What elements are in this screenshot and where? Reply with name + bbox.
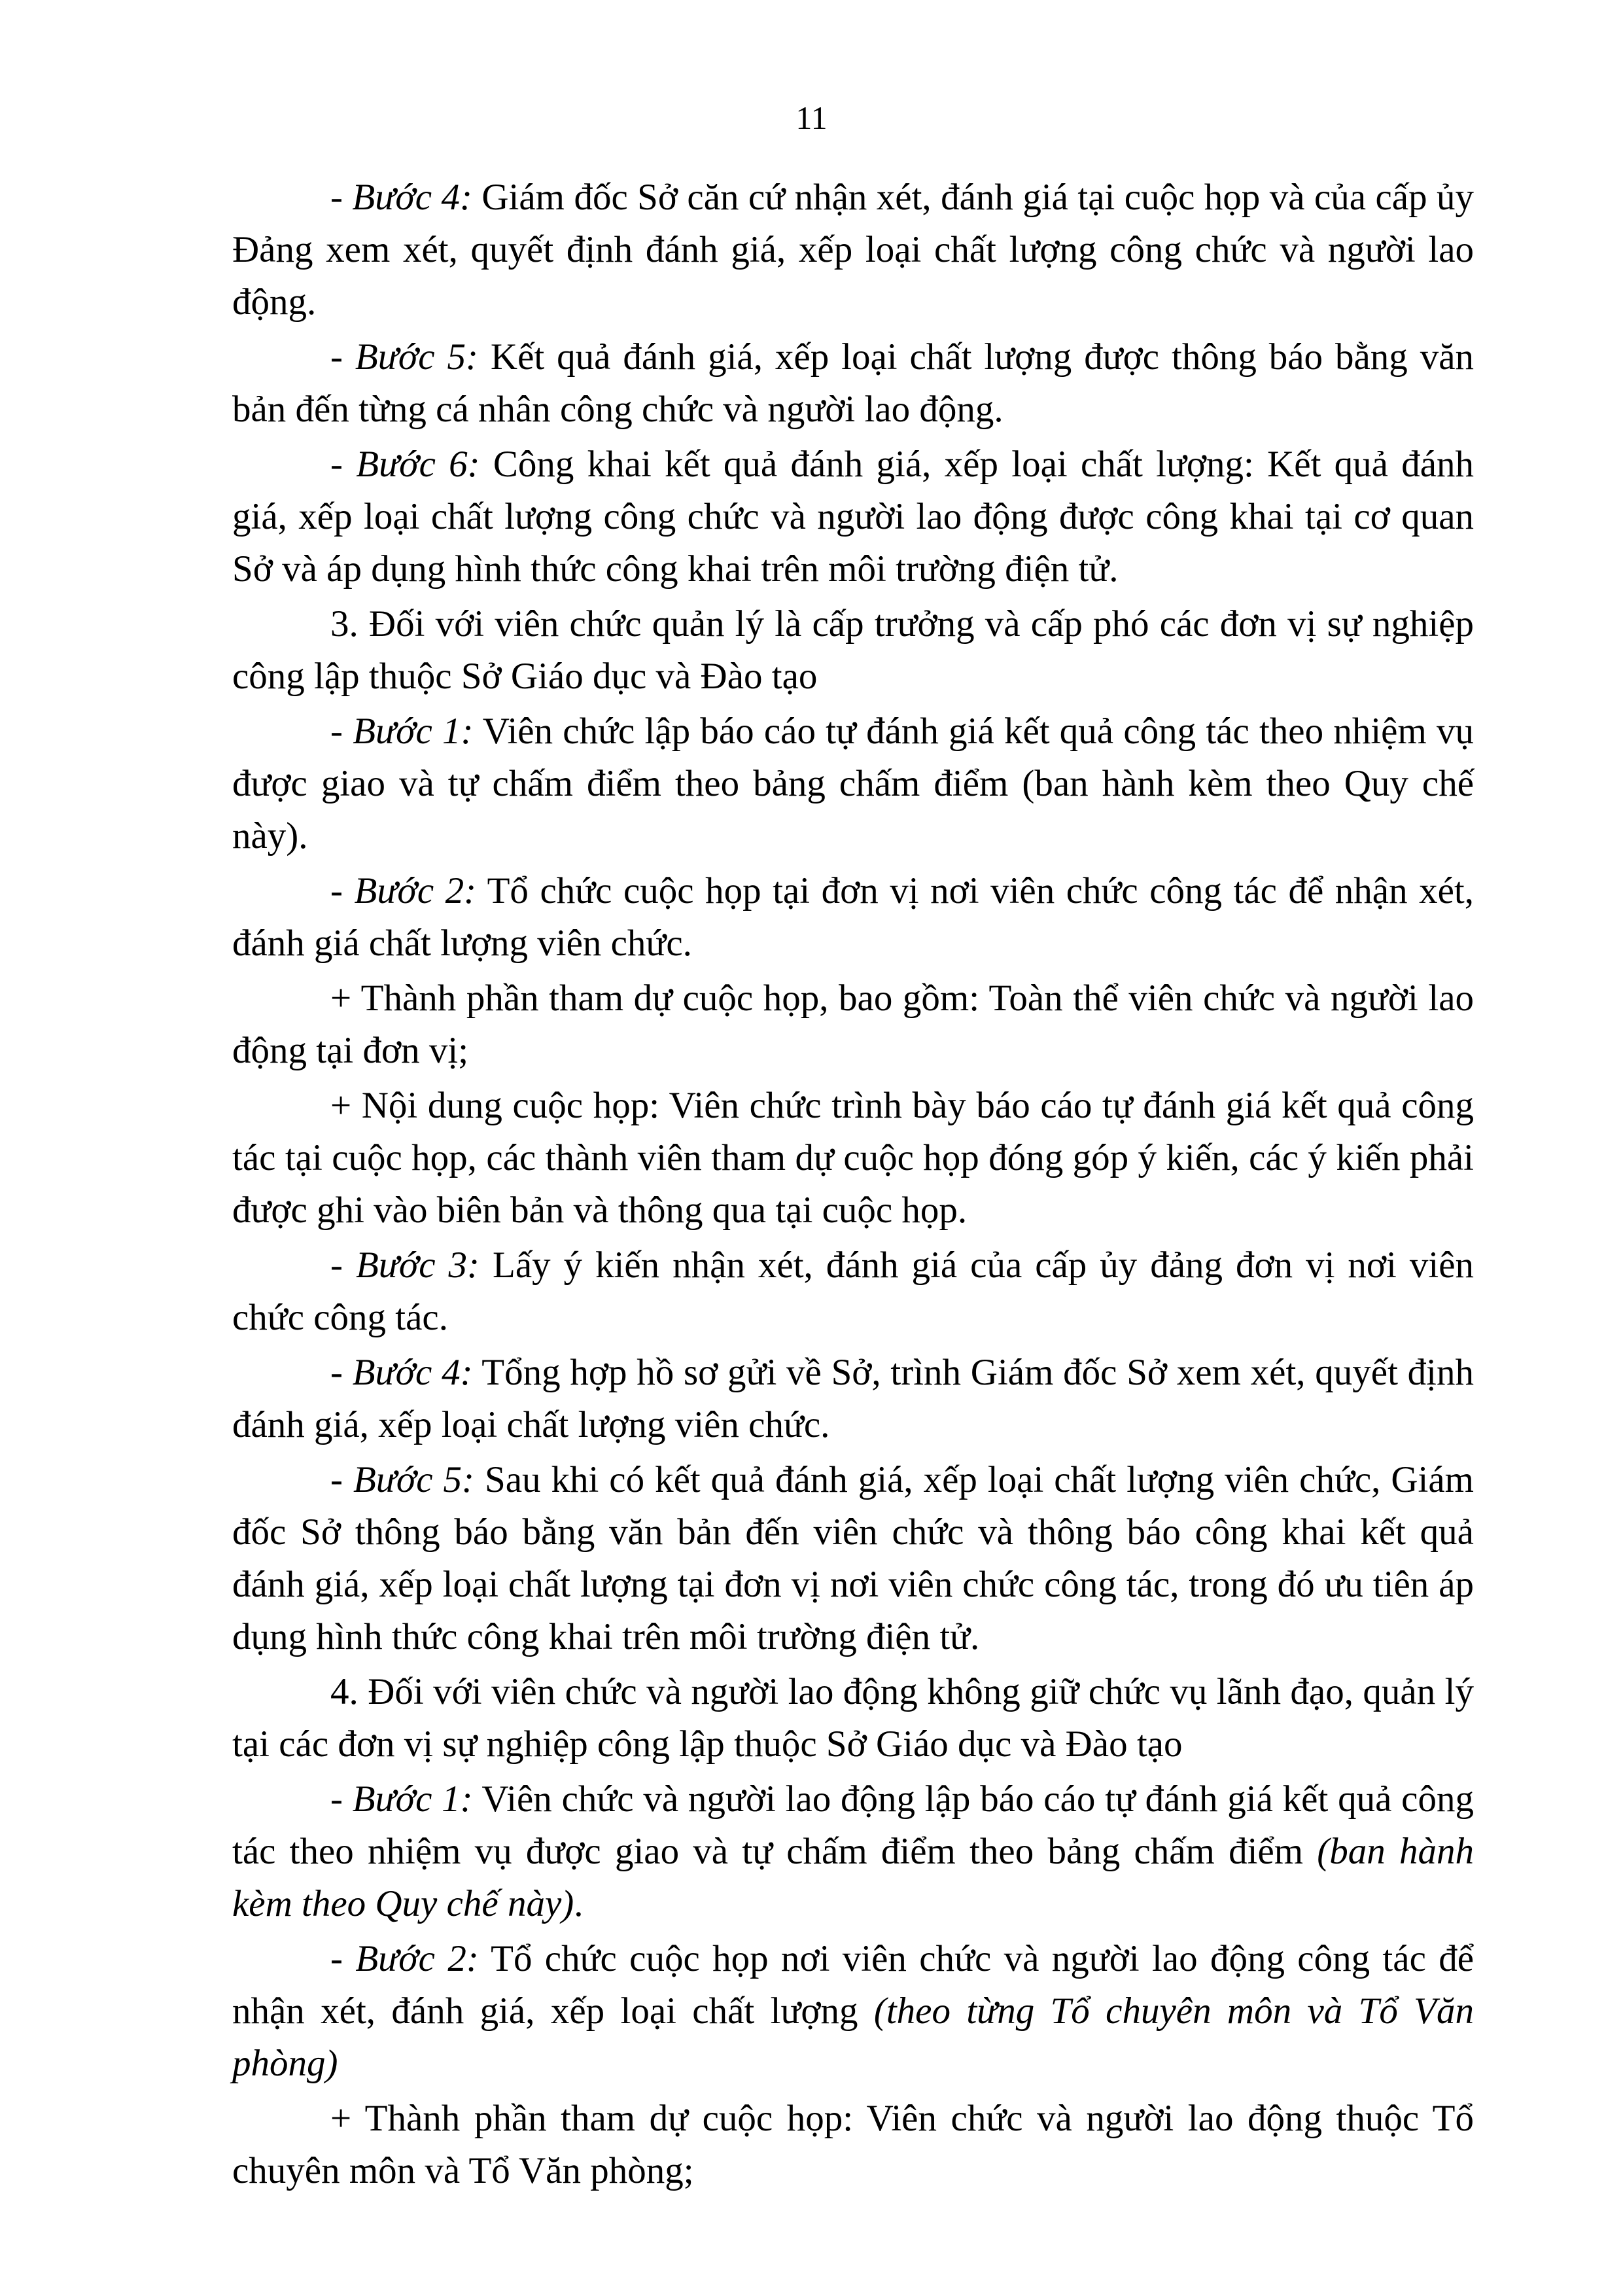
document-body [232, 171, 1474, 2200]
paragraph-prefix: - [330, 1459, 353, 1500]
italic-note: (ban hành kèm theo Quy chế này) [232, 1831, 1474, 1924]
paragraph-prefix: - [330, 177, 353, 218]
paragraph-text: Sau khi có kết quả đánh giá, xếp loại chất lượng viên chức, Giám đốc Sở thông báo bằng văn bản đến viên chức và thông báo công khai kết quả đánh giá, xếp loại chất lượng tại đơn vị nơi viên chức công tác, trong đó ưu tiên áp dụng hình thức công khai trên môi trường điện tử. [232, 1459, 1474, 1657]
paragraph-text: Tổ chức cuộc họp nơi viên chức và người lao động công tác để nhận xét, đánh giá, xếp loại chất lượng [232, 1938, 1475, 2032]
step-label: Bước 4: [352, 177, 472, 218]
paragraph-prefix: - [330, 336, 355, 378]
step-label: Bước 1: [352, 1778, 473, 1820]
paragraph-text: Tổ chức cuộc họp tại đơn vị nơi viên chức công tác để nhận xét, đánh giá chất lượng viên chức. [232, 870, 1475, 964]
step-label: Bước 2: [355, 1938, 479, 1979]
paragraph-step-2-staff [232, 1933, 1474, 2090]
paragraph-prefix: - [330, 1245, 356, 1286]
paragraph-suffix: . [574, 1883, 584, 1924]
paragraph-text: Viên chức và người lao động lập báo cáo tự đánh giá kết quả công tác theo nhiệm vụ được giao và tự chấm điểm theo bảng chấm điểm [232, 1778, 1474, 1872]
paragraph-text: Tổng hợp hồ sơ gửi về Sở, trình Giám đốc Sở xem xét, quyết định đánh giá, xếp loại chất lượng viên chức. [232, 1352, 1475, 1445]
paragraph-prefix: - [330, 870, 355, 911]
paragraph-prefix: - [330, 1352, 353, 1393]
step-label: Bước 4: [352, 1352, 473, 1393]
paragraph-text: Lấy ý kiến nhận xét, đánh giá của cấp ủy đảng đơn vị nơi viên chức công tác. [232, 1245, 1474, 1338]
section-3-heading [232, 598, 1474, 703]
paragraph-step-4-civil-servants [232, 171, 1474, 328]
paragraph-step-4-managers [232, 1347, 1474, 1451]
paragraph-text: + Nội dung cuộc họp: Viên chức trình bày báo cáo tự đánh giá kết quả công tác tại cuộc họp, các thành viên tham dự cuộc họp đóng góp ý kiến, các ý kiến phải được ghi vào biên bản và thông qua tại cuộc họp. [232, 1085, 1474, 1231]
paragraph-text: Kết quả đánh giá, xếp loại chất lượng được thông báo bằng văn bản đến từng cá nhân công chức và người lao động. [232, 336, 1475, 430]
step-label: Bước 3: [355, 1245, 480, 1286]
paragraph-step-6-civil-servants [232, 438, 1474, 595]
paragraph-step-1-managers [232, 705, 1474, 862]
paragraph-prefix: - [330, 444, 357, 485]
paragraph-text: + Thành phần tham dự cuộc họp, bao gồm: Toàn thể viên chức và người lao động tại đơn vị; [232, 978, 1474, 1071]
paragraph-step-3-managers [232, 1239, 1474, 1344]
paragraph-step-1-staff [232, 1773, 1474, 1930]
section-4-heading [232, 1666, 1474, 1771]
paragraph-prefix: - [330, 1778, 353, 1820]
step-label: Bước 5: [355, 336, 478, 378]
step-label: Bước 6: [356, 444, 480, 485]
paragraph-text: Viên chức lập báo cáo tự đánh giá kết quả công tác theo nhiệm vụ được giao và tự chấm điểm theo bảng chấm điểm (ban hành kèm theo Quy chế này). [232, 711, 1475, 857]
step-label: Bước 5: [353, 1459, 475, 1500]
paragraph-meeting-content [232, 1080, 1474, 1237]
step-label: Bước 1: [353, 711, 474, 752]
paragraph-text: Công khai kết quả đánh giá, xếp loại chất lượng: Kết quả đánh giá, xếp loại chất lượng công chức và người lao động được công khai tại cơ quan Sở và áp dụng hình thức công khai trên môi trường điện tử. [232, 444, 1475, 590]
paragraph-text: 4. Đối với viên chức và người lao động không giữ chức vụ lãnh đạo, quản lý tại các đơn vị sự nghiệp công lập thuộc Sở Giáo dục và Đào tạo [232, 1671, 1474, 1765]
paragraph-text: Giám đốc Sở căn cứ nhận xét, đánh giá tại cuộc họp và của cấp ủy Đảng xem xét, quyết định đánh giá, xếp loại chất lượng công chức và người lao động. [232, 177, 1475, 323]
paragraph-step-5-civil-servants [232, 331, 1474, 436]
page-number: 11 [795, 99, 828, 136]
paragraph-meeting-participants [232, 972, 1474, 1077]
paragraph-prefix: - [330, 1938, 356, 1979]
italic-note: (theo từng Tổ chuyên môn và Tổ Văn phòng) [232, 1990, 1474, 2084]
step-label: Bước 2: [354, 870, 477, 911]
paragraph-staff-meeting-participants [232, 2093, 1474, 2197]
paragraph-step-2-managers [232, 865, 1474, 970]
paragraph-step-5-managers [232, 1454, 1474, 1663]
paragraph-prefix: - [330, 711, 353, 752]
paragraph-text: + Thành phần tham dự cuộc họp: Viên chức và người lao động thuộc Tổ chuyên môn và Tổ Văn phòng; [232, 2098, 1474, 2191]
paragraph-text: 3. Đối với viên chức quản lý là cấp trưởng và cấp phó các đơn vị sự nghiệp công lập thuộc Sở Giáo dục và Đào tạo [232, 603, 1474, 697]
